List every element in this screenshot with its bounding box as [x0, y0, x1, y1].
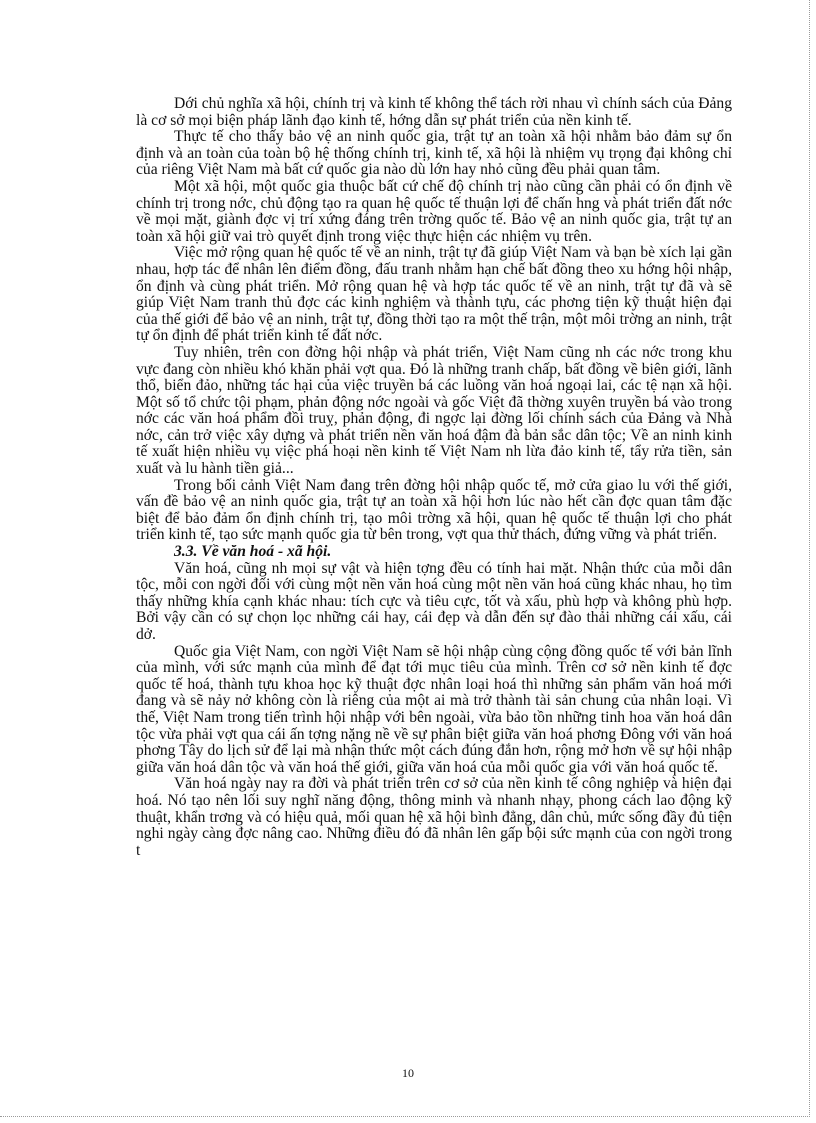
- paragraph: Trong bối cảnh Việt Nam đang trên đờng hội nhập quốc tế, mở cửa giao lu với thế giới, vấn đề bảo vệ an ninh quốc gia, trật tự an toàn xã hội hơn lúc nào hết cần đợc quan tâm đặc biệt để bảo đảm ổn định chính trị, tạo môi trờng xã hội, quan hệ quốc tế thuận lợi cho phát triển kinh tế, tạo sức mạnh quốc gia từ bên trong, vợt qua thử thách, đứng vững và phát triển.: [136, 476, 732, 544]
- page-number: 10: [402, 1066, 414, 1080]
- paragraph: Một xã hội, một quốc gia thuộc bất cứ chế độ chính trị nào cũng cần phải có ổn định về chính trị trong nớc, chủ động tạo ra quan hệ quốc tế thuận lợi để chấn hng và phát triển đất nớc về mọi mặt, giành đợc vị trí xứng đáng trên trờng quốc tế. Bảo vệ an ninh quốc gia, trật tự an toàn xã hội giữ vai trò quyết định trong việc thực hiện các nhiệm vụ trên.: [136, 177, 732, 245]
- section-heading: 3.3. Về văn hoá - xã hội.: [174, 543, 332, 561]
- page-frame-right: [809, 0, 810, 1117]
- paragraph: Tuy nhiên, trên con đờng hội nhập và phát triển, Việt Nam cũng nh các nớc trong khu vực đang còn nhiều khó khăn phải vợt qua. Đó là những tranh chấp, bất đồng về biên giới, lãnh thổ, biển đảo, những tác hại của việc truyền bá các luồng văn hoá ngoại lai, các tệ nạn xã hội. Một số tổ chức tội phạm, phản động nớc ngoài và gốc Việt đã thờng xuyên truyền bá vào trong nớc các văn hoá phẩm đồi truỵ, phản động, đi ngợc lại đờng lối chính sách của Đảng và Nhà nớc, cản trở việc xây dựng và phát triển nền văn hoá đậm đà bản sắc dân tộc; Về an ninh kinh tế xuất hiện nhiều vụ việc phá hoại nền kinh tế Việt Nam nh lừa đảo kinh tế, tẩy rửa tiền, sản xuất và lu hành tiền giả...: [136, 343, 732, 478]
- paragraph: Thực tế cho thấy bảo vệ an ninh quốc gia, trật tự an toàn xã hội nhằm bảo đảm sự ổn định và an toàn của toàn bộ hệ thống chính trị, kinh tế, xã hội là nhiệm vụ trọng đại không chỉ của riêng Việt Nam mà bất cứ quốc gia nào dù lớn hay nhỏ cũng đều phải quan tâm.: [136, 128, 732, 179]
- paragraph: Việc mở rộng quan hệ quốc tế về an ninh, trật tự đã giúp Việt Nam và bạn bè xích lại gần nhau, hợp tác để nhân lên điểm đồng, đấu tranh nhằm hạn chế bất đồng theo xu hớng hội nhập, ổn định và cùng phát triển. Mở rộng quan hệ và hợp tác quốc tế về an ninh, trật tự đã và sẽ giúp Việt Nam tranh thủ đợc các kinh nghiệm và thành tựu, các phơng tiện kỹ thuật hiện đại của thế giới để bảo vệ an ninh, trật tự, đồng thời tạo ra một thế trận, một môi trờng an ninh, trật tự ổn định để phát triển kinh tế đất nớc.: [136, 244, 732, 345]
- paragraph: Văn hoá, cũng nh mọi sự vật và hiện tợng đều có tính hai mặt. Nhận thức của mỗi dân tộc, mỗi con ngời đối với cùng một nền văn hoá cùng một nền văn hoá cũng khác nhau, họ tìm thấy những khía cạnh khác nhau: tích cực và tiêu cực, tốt và xấu, phù hợp và không phù hợp. Bởi vậy cần có sự chọn lọc những cái hay, cái đẹp và dẫn đến sự đào thải những cái xấu, cái dở.: [136, 559, 732, 643]
- paragraph: Văn hoá ngày nay ra đời và phát triển trên cơ sở của nền kinh tế công nghiệp và hiện đại hoá. Nó tạo nên lối suy nghĩ năng động, thông minh và nhanh nhạy, phong cách lao động kỹ thuật, khẩn trơng và có hiệu quả, mối quan hệ xã hội bình đẳng, dân chủ, mức sống đầy đủ tiện nghi ngày càng đợc nâng cao. Những điều đó đã nhân lên gấp bội sức mạnh của con ngời trong t: [136, 775, 732, 859]
- paragraph: Dới chủ nghĩa xã hội, chính trị và kinh tế không thể tách rời nhau vì chính sách của Đảng là cơ sở mọi biện pháp lãnh đạo kinh tế, hớng dẫn sự phát triển của nền kinh tế.: [136, 95, 732, 129]
- document-body: [136, 96, 732, 859]
- page-frame-bottom: [0, 1116, 810, 1117]
- paragraph: Quốc gia Việt Nam, con ngời Việt Nam sẽ hội nhập cùng cộng đồng quốc tế với bản lĩnh của mình, với sức mạnh của mình để đạt tới mục tiêu của mình. Trên cơ sở nền kinh tế đợc quốc tế hoá, thành tựu khoa học kỹ thuật đợc nhân loại hoá thì những sản phẩm văn hoá mới đang và sẽ nảy nở không còn là riêng của một ai mà trở thành tài sản chung của nhân loại. Vì thế, Việt Nam trong tiến trình hội nhập với bên ngoài, vừa bảo tồn những tinh hoa văn hoá dân tộc vừa phải vợt qua cái ấn tợng nặng nề về sự phân biệt giữa văn hoá phơng Đông với văn hoá phơng Tây do lịch sử để lại mà nhận thức một cách đúng đắn hơn, rộng mở hơn về sự hội nhập giữa văn hoá dân tộc và văn hoá thế giới, giữa văn hoá của mỗi quốc gia với văn hoá quốc tế.: [136, 642, 732, 776]
